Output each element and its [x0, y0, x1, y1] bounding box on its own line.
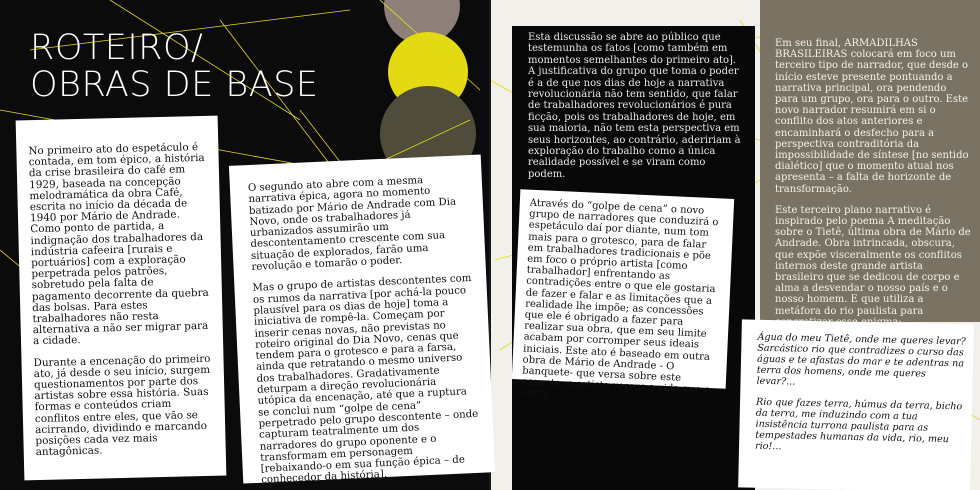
act-two-paragraph-2: Mas o grupo de artistas descontentes com os rumos da narrativa [por achá-la pouco plausível para os dias de hoje] toma a iniciativa de rompê-la. Começam por inserir cenas novas, não previstas no roteiro original do Dia Novo, cenas que tendem para o grotesco e para a farsa, ainda que retratando o mesmo universo dos trabalhadores. Gradativamente deturpam a direção revolucionária utópica da encenação, até que a ruptura se conclui num “golpe de cena” perpetrado pelo grupo descontente – onde capturam teatralmente um dos narradores do grupo oponente e o transformam em personagem [rebaixando-o em sua função épica – de conhecedor da história].	[252, 273, 479, 487]
title-line-2: OBRAS DE BASE	[30, 65, 319, 105]
text-box-golpe-de-cena	[512, 189, 734, 401]
page-title	[30, 30, 319, 104]
final-narrator-text	[775, 38, 971, 338]
poem-box	[738, 319, 974, 490]
poem-stanza-1: Água do meu Tietê, onde me queres levar? Sarcástico rio que contradizes o curso das águas e te afastas do mar e te adentras na terra dos homens, onde me queres levar?...	[756, 331, 966, 388]
discussion-paragraph: Esta discussão se abre ao público que testemunha os fatos [como também em momentos semelhantes do primeiro ato]. A justificativa do grupo que toma o poder é a de que nos dias de hoje a narrativa revolucionária não tem sentido, que falar de trabalhadores revolucionários é pura ficção, pois os trabalhadores de hoje, em sua maioria, não tem esta perspectiva em seus horizontes, ao contrário, adeririam à exploração do trabalho como a única realidade possível e se viram como podem.	[528, 32, 741, 180]
title-line-1: ROTEIRO/	[30, 28, 204, 68]
text-box-act-one	[16, 116, 227, 481]
text-box-act-two	[229, 154, 495, 487]
golpe-de-cena-paragraph: Através do “golpe de cena” o novo grupo de narradores que conduzirá o espetáculo daí por diante, num tom mais para o grotesco, para de falar em trabalhadores tradicionais e põe em foco o próprio artista [como trabalhador] enfrentando as contradições entre o que ele gostaria de fazer e falar e as limitações que a realidade lhe impõe; as concessões que ele é obrigado a fazer para realizar sua obra, que em seu limite acabam por corromper seus ideais iniciais. Este ato é baseado em outra obra de Mário de Andrade - O banquete- que versa sobre este assunto: o artista versus a vida que o cerca.	[520, 197, 719, 401]
final-paragraph-2: Este terceiro plano narrativo é inspirado pelo poema A meditação sobre o Tietê, última obra de Mário de Andrade. Obra intrincada, obscura, que expõe visceralmente os conflitos internos deste grande artista brasileiro que se dedicou de corpo e alma a desvendar o nosso país e o nosso homem. E que utiliza a metáfora do rio paulista para	[775, 204, 971, 317]
final-paragraph-1: Em seu final, ARMADILHAS BRASILEIRAS colocará em foco um terceiro tipo de narrador, que desde o início esteve presente pontuando a narrativa principal, ora pendendo para um grupo, ora para o outro. Este novo narrador resumirá em si o conflito dos atos anteriores e encaminhará o desfecho para a perspectiva contraditória da impossibilidade de síntese [no sentido dialético] que o momento atual nos apresenta – a falta de horizonte de transformação.	[775, 38, 969, 195]
act-one-paragraph-2: Durante a encenação do primeiro ato, já desde o seu início, surgem questionamentos por parte dos artistas sobre essa história. Suas formas e conteúdos criam conflitos entre eles, que vão se acirrando, dividindo e marcando posições cada vez mais antagônicas.	[33, 352, 211, 459]
act-two-paragraph-1: O segundo ato abre com a mesma narrativa épica, agora no momento batizado por Mário de Andrade com Dia Novo, onde os trabalhadores já urbanizados assumirão um descontentamento crescente com sua situação de explorados, farão uma revolução e tomarão o poder.	[247, 175, 457, 274]
poem-stanza-2: Rio que fazes terra, húmus da terra, bicho da terra, me induzindo com a tua insistência turrona paulista para as tempestades humanas da vida, rio, meu rio!...	[754, 396, 963, 453]
act-one-paragraph-1: No primeiro ato do espetáculo é contada, em tom épico, a história da crise brasileira do café em 1929, baseada na concepção melodramática da obra Café, escrita no início da década de 1940 por Mário de Andrade. Como ponto de partida, a indignação dos trabalhadores da indústria cafeeira [rurais e portuários] com a exploração perpetrada pelos patrões, sobretudo pela falta de pagamento decorrente da quebra das bolsas. Para estes trabalhadores não resta alternativa a não ser migrar para a cidade.	[28, 141, 209, 348]
